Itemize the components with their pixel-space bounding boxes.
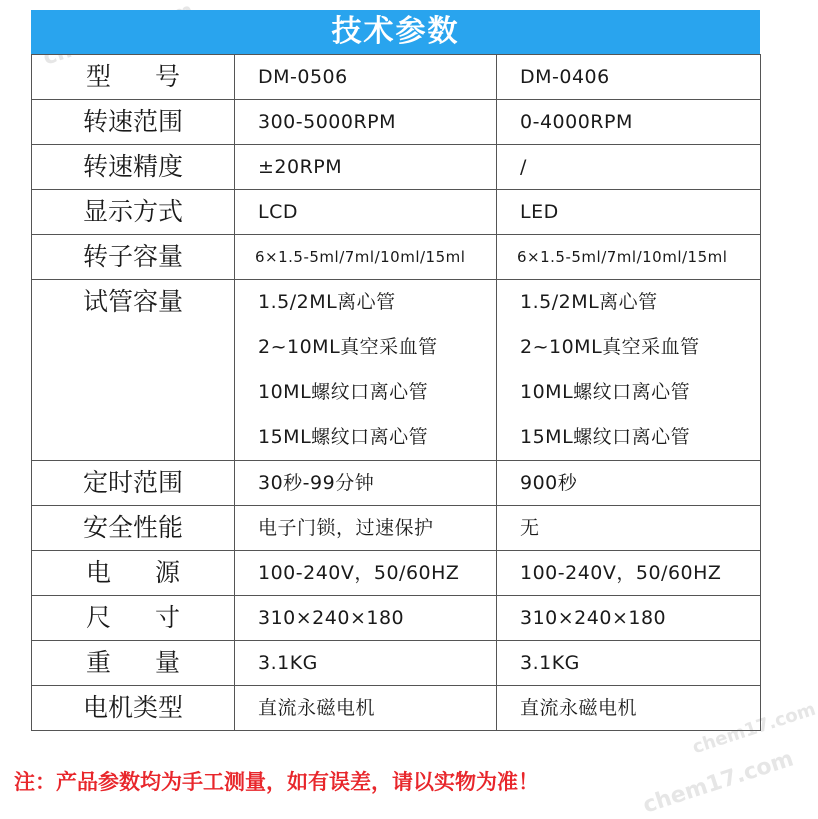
table-row — [32, 235, 761, 280]
row-label-timer-range: 定时范围 — [32, 461, 235, 506]
value-dm0406: LED — [497, 190, 761, 235]
tube-type: 2~10ML真空采血管 — [258, 336, 438, 358]
value-dm0406: 0-4000RPM — [497, 100, 761, 145]
row-label-speed-range: 转速范围 — [32, 100, 235, 145]
table-row — [32, 55, 761, 100]
value-dm0506: 100-240V，50/60HZ — [235, 551, 497, 596]
tube-type: 1.5/2ML离心管 — [520, 291, 658, 313]
table-row — [32, 641, 761, 686]
value-dm0406: 900秒 — [497, 461, 761, 506]
row-label-model: 型 号 — [32, 55, 235, 100]
table-row — [32, 686, 761, 731]
value-dm0406: 3.1KG — [497, 641, 761, 686]
value-dm0506: 6×1.5-5ml/7ml/10ml/15ml — [235, 235, 497, 280]
value-dm0406 — [497, 280, 761, 461]
value-dm0506: ±20RPM — [235, 145, 497, 190]
table-row — [32, 145, 761, 190]
tube-type: 2~10ML真空采血管 — [520, 336, 700, 358]
value-dm0506: 3.1KG — [235, 641, 497, 686]
disclaimer-note: 注：产品参数均为手工测量，如有误差，请以实物为准！ — [14, 770, 539, 794]
value-dm0506: 30秒-99分钟 — [235, 461, 497, 506]
table-title: 技术参数 — [31, 10, 760, 54]
tube-type: 15ML螺纹口离心管 — [258, 426, 429, 448]
tube-type: 1.5/2ML离心管 — [258, 291, 396, 313]
value-dm0406: DM-0406 — [497, 55, 761, 100]
tube-type: 10ML螺纹口离心管 — [258, 381, 429, 403]
tube-type: 10ML螺纹口离心管 — [520, 381, 691, 403]
row-label-display: 显示方式 — [32, 190, 235, 235]
table-row — [32, 100, 761, 145]
value-dm0406: 100-240V，50/60HZ — [497, 551, 761, 596]
table-row — [32, 461, 761, 506]
spec-table — [31, 54, 761, 731]
table-row — [32, 551, 761, 596]
tube-type: 15ML螺纹口离心管 — [520, 426, 691, 448]
value-dm0506: 310×240×180 — [235, 596, 497, 641]
value-dm0506 — [235, 280, 497, 461]
value-dm0406: / — [497, 145, 761, 190]
row-label-safety: 安全性能 — [32, 506, 235, 551]
row-label-rotor-capacity: 转子容量 — [32, 235, 235, 280]
value-dm0506: LCD — [235, 190, 497, 235]
value-dm0506: 电子门锁，过速保护 — [235, 506, 497, 551]
value-dm0406: 6×1.5-5ml/7ml/10ml/15ml — [497, 235, 761, 280]
value-dm0406: 无 — [497, 506, 761, 551]
row-label-speed-accuracy: 转速精度 — [32, 145, 235, 190]
row-label-motor-type: 电机类型 — [32, 686, 235, 731]
watermark: chem17.com — [689, 698, 818, 759]
table-row — [32, 596, 761, 641]
row-label-weight: 重 量 — [32, 641, 235, 686]
row-label-tube-capacity: 试管容量 — [32, 280, 235, 461]
watermark: chem17.com — [639, 746, 797, 819]
row-label-dimensions: 尺 寸 — [32, 596, 235, 641]
row-label-power: 电 源 — [32, 551, 235, 596]
value-dm0506: 直流永磁电机 — [235, 686, 497, 731]
value-dm0406: 直流永磁电机 — [497, 686, 761, 731]
table-row — [32, 280, 761, 461]
value-dm0406: 310×240×180 — [497, 596, 761, 641]
table-row — [32, 190, 761, 235]
value-dm0506: DM-0506 — [235, 55, 497, 100]
value-dm0506: 300-5000RPM — [235, 100, 497, 145]
table-row — [32, 506, 761, 551]
